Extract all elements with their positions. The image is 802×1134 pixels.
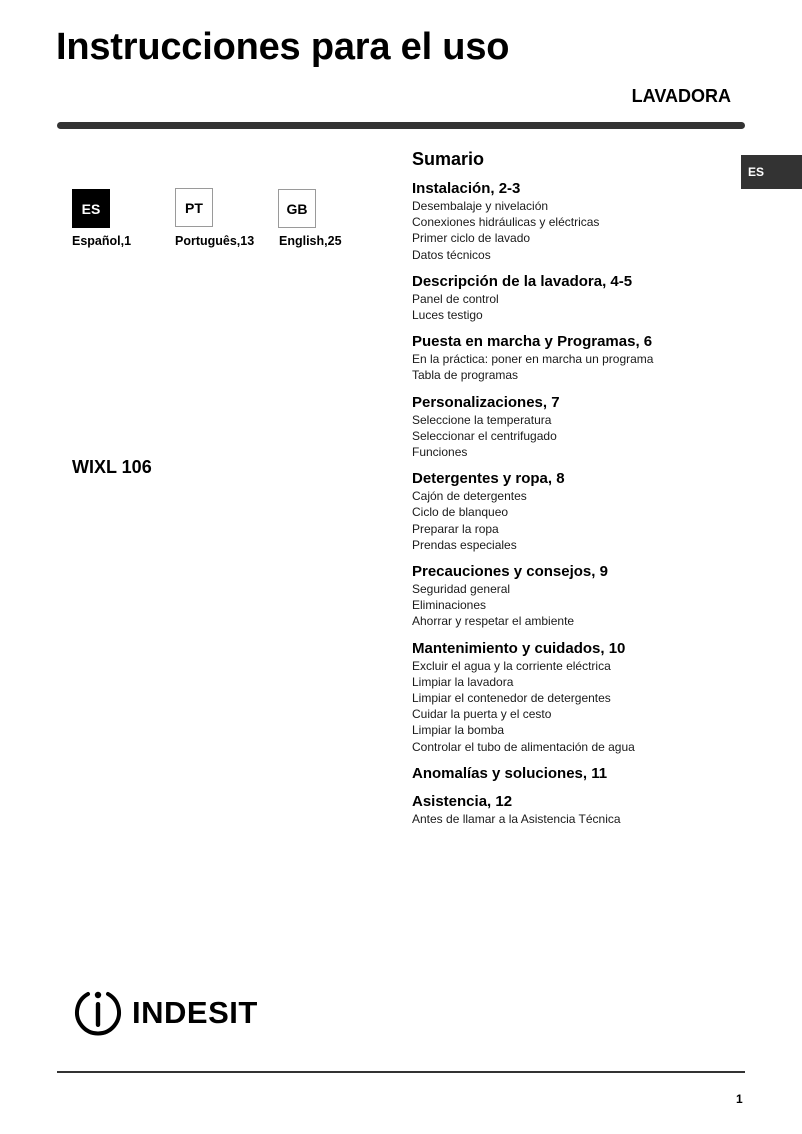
toc-section-instalacion: [412, 180, 732, 263]
header-divider-bar: [57, 122, 745, 129]
toc-item[interactable]: Desembalaje y nivelación: [412, 199, 549, 213]
toc-item[interactable]: Preparar la ropa: [412, 521, 499, 536]
page-title: Instrucciones para el uso: [56, 26, 510, 68]
toc-item[interactable]: Datos técnicos: [412, 247, 491, 262]
page-number: 1: [736, 1092, 743, 1106]
language-box-pt[interactable]: PT: [175, 188, 213, 227]
toc-item[interactable]: Conexiones hidráulicas y eléctricas: [412, 215, 600, 230]
footer-divider: [57, 1071, 745, 1073]
toc-heading[interactable]: Instalación, 2-3: [412, 180, 521, 197]
toc-heading[interactable]: Personalizaciones, 7: [412, 393, 560, 411]
toc-item[interactable]: Prendas especiales: [412, 537, 517, 552]
toc-item[interactable]: Limpiar la bomba: [412, 723, 505, 738]
toc-section-asistencia: [412, 793, 732, 827]
language-side-tab[interactable]: ES: [741, 155, 802, 189]
toc-item[interactable]: Panel de control: [412, 291, 499, 306]
language-box-es[interactable]: ES: [72, 189, 110, 228]
toc-section-detergentes: [412, 470, 732, 553]
toc-heading[interactable]: Puesta en marcha y Programas, 6: [412, 333, 653, 351]
toc-heading[interactable]: Descripción de la lavadora, 4-5: [412, 272, 633, 290]
toc-section-personalizaciones: [412, 394, 732, 461]
product-type: LAVADORA: [631, 86, 731, 106]
toc-item[interactable]: Tabla de programas: [412, 368, 519, 383]
brand-logo: [72, 988, 258, 1038]
toc-heading[interactable]: Detergentes y ropa, 8: [412, 470, 565, 488]
toc-item[interactable]: Limpiar la lavadora: [412, 674, 514, 689]
toc-item[interactable]: Seleccione la temperatura: [412, 412, 552, 427]
toc-item[interactable]: Excluir el agua y la corriente eléctrica: [412, 658, 611, 673]
toc-item[interactable]: Seguridad general: [412, 582, 511, 597]
toc-heading[interactable]: Asistencia, 12: [412, 792, 513, 810]
toc-item[interactable]: Eliminaciones: [412, 598, 487, 613]
toc-item[interactable]: Ciclo de blanqueo: [412, 505, 509, 520]
toc-item[interactable]: Controlar el tubo de alimentación de agua: [412, 739, 635, 754]
toc-item[interactable]: Ahorrar y respetar el ambiente: [412, 614, 575, 629]
language-label-pt[interactable]: Português,13: [175, 234, 255, 248]
brand-name: INDESIT: [132, 995, 258, 1030]
toc-heading[interactable]: Anomalías y soluciones, 11: [412, 764, 608, 782]
toc-section-anomalias: [412, 765, 732, 783]
toc-section-precauciones: [412, 563, 732, 630]
toc-heading[interactable]: Mantenimiento y cuidados, 10: [412, 639, 626, 657]
language-box-gb[interactable]: GB: [278, 189, 316, 228]
toc-item[interactable]: Funciones: [412, 445, 468, 460]
toc-heading[interactable]: Precauciones y consejos, 9: [412, 563, 608, 581]
toc-section-mantenimiento: [412, 640, 732, 755]
toc-item[interactable]: Cajón de detergentes: [412, 489, 527, 504]
toc-item[interactable]: Antes de llamar a la Asistencia Técnica: [412, 811, 621, 826]
language-label-es[interactable]: Español,1: [72, 234, 132, 248]
language-label-gb[interactable]: English,25: [279, 234, 342, 248]
table-of-contents: [412, 148, 732, 837]
toc-item[interactable]: Luces testigo: [412, 308, 483, 323]
toc-section-descripcion: [412, 273, 732, 323]
toc-item[interactable]: Limpiar el contenedor de detergentes: [412, 691, 611, 706]
toc-item[interactable]: Seleccionar el centrifugado: [412, 428, 557, 443]
toc-item[interactable]: En la práctica: poner en marcha un programa: [412, 352, 654, 367]
info-circle-logo-icon: [72, 988, 124, 1038]
toc-item[interactable]: Primer ciclo de lavado: [412, 231, 531, 246]
toc-section-puesta-en-marcha: [412, 333, 732, 383]
toc-item[interactable]: Cuidar la puerta y el cesto: [412, 707, 552, 722]
model-number: WIXL 106: [72, 457, 152, 477]
toc-title: Sumario: [412, 149, 485, 169]
